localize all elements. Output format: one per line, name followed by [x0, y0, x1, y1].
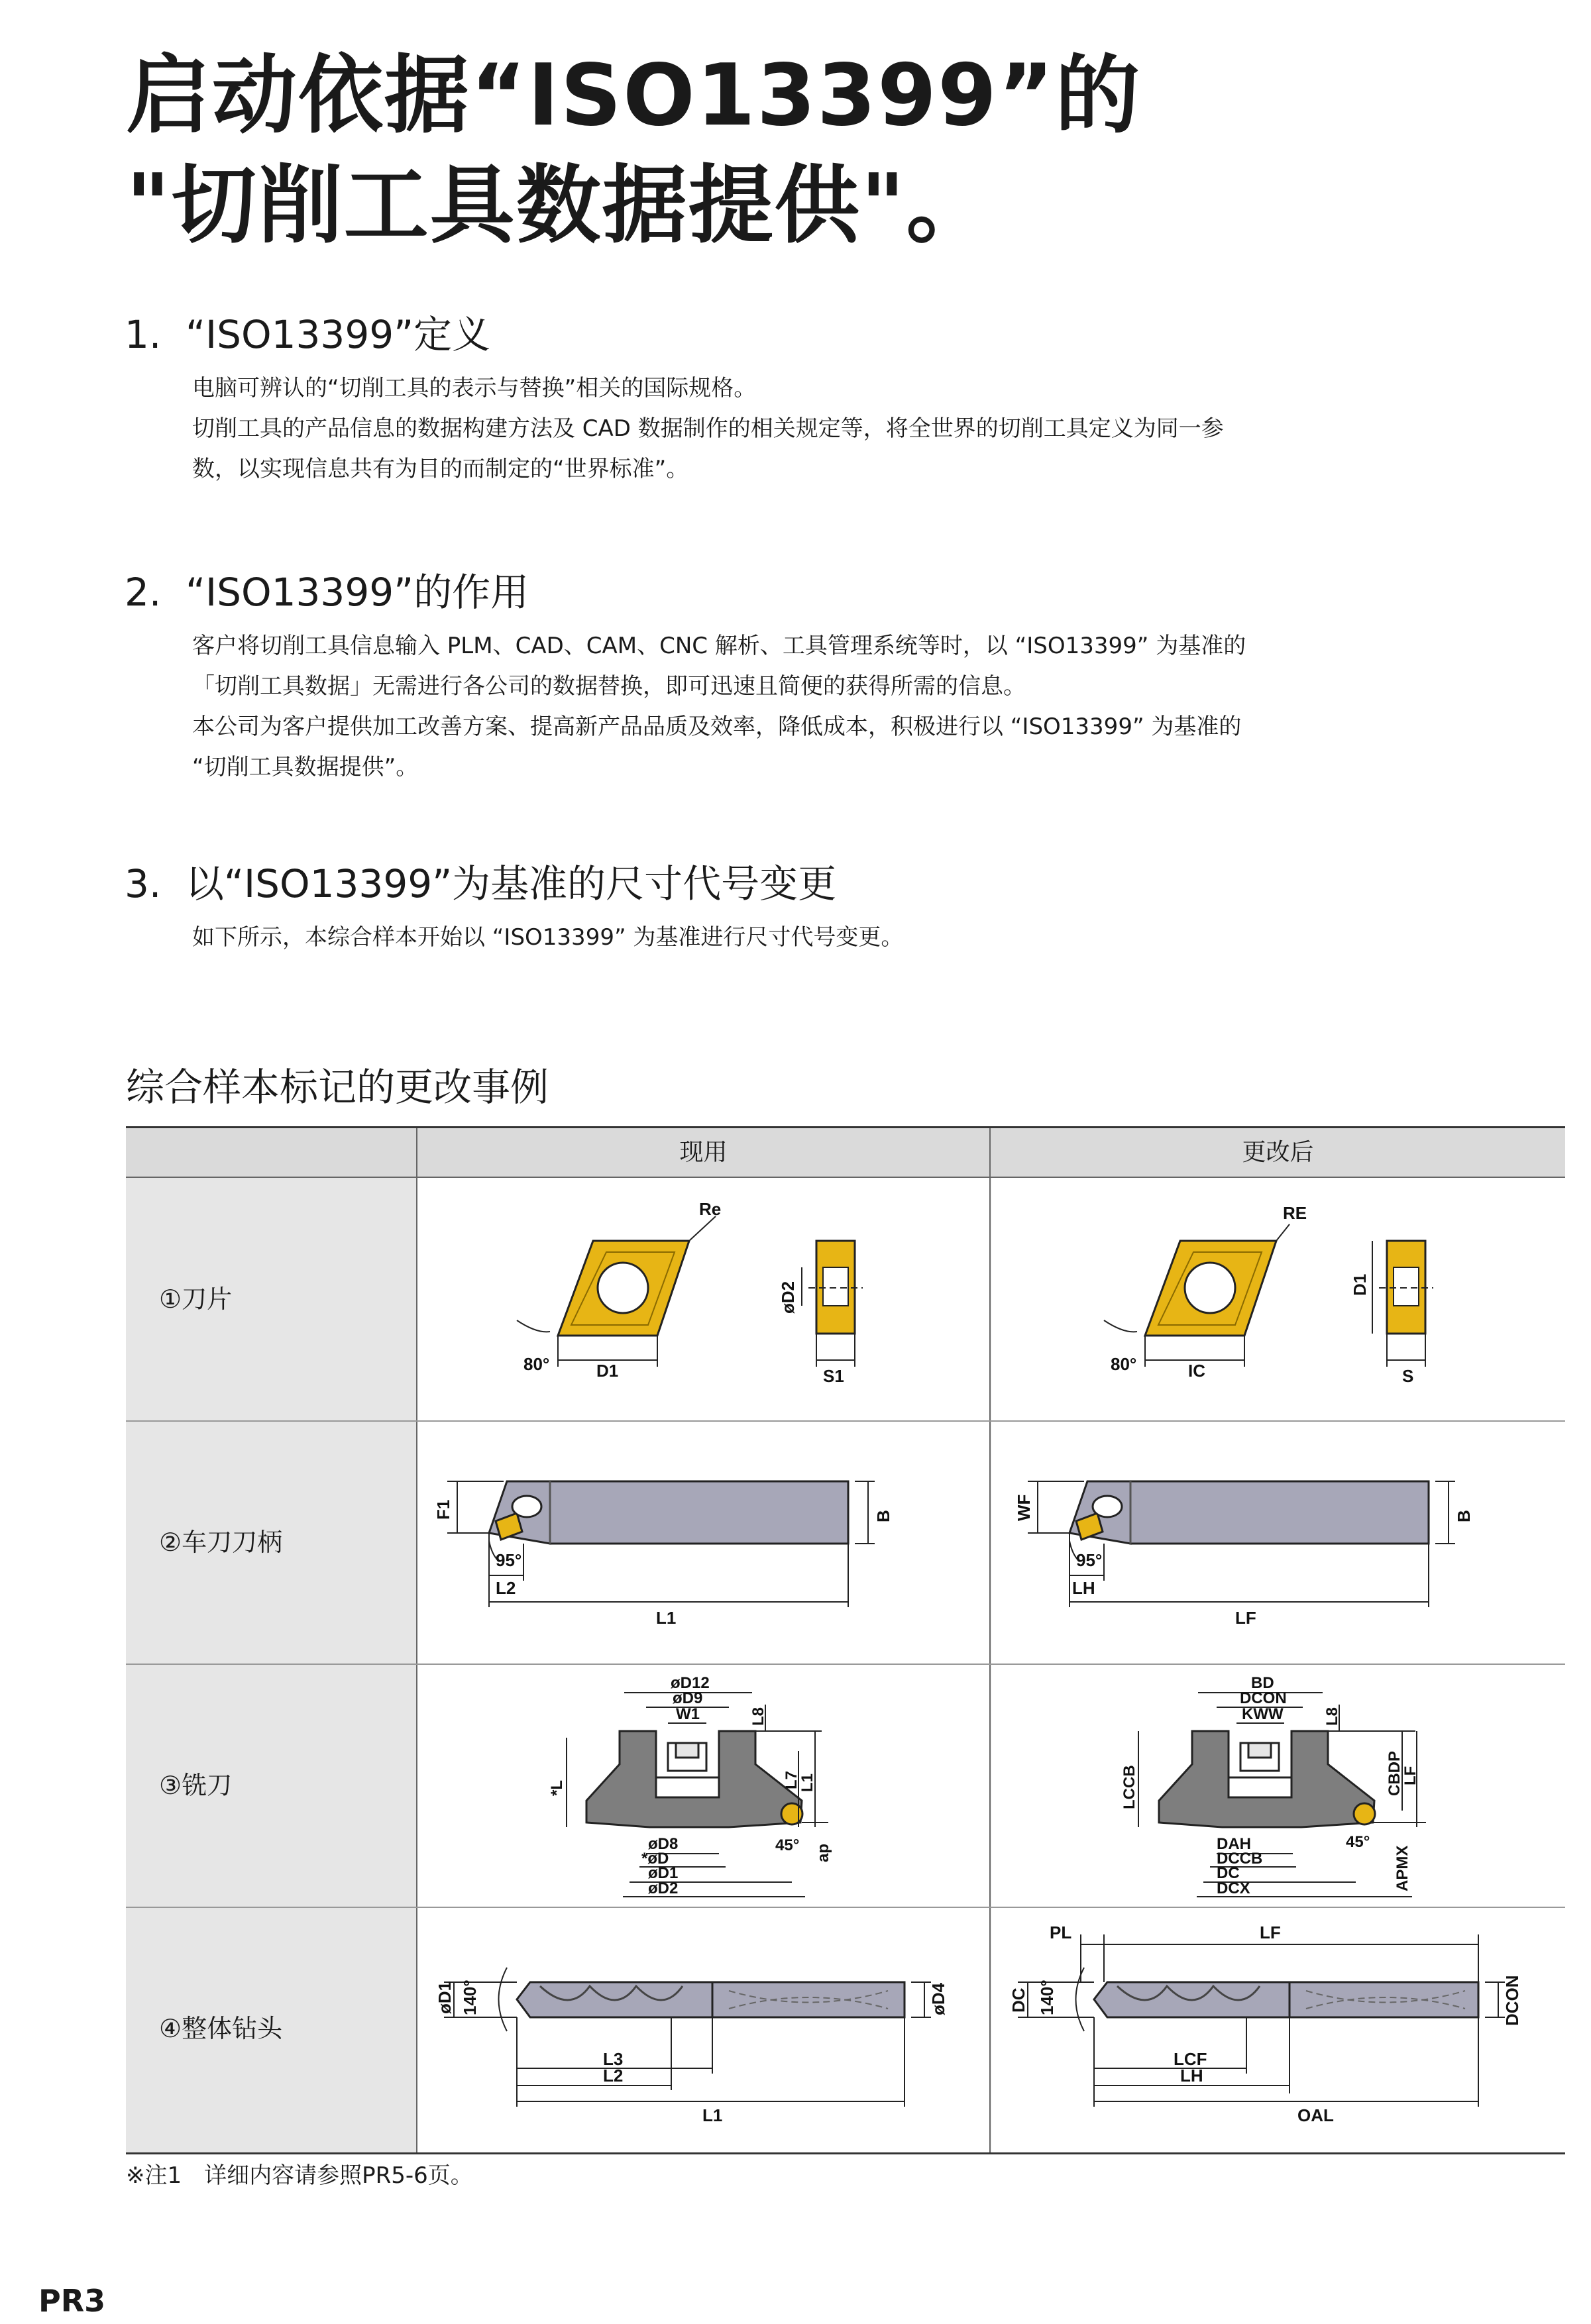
row-label-turning-holder: ②车刀刀柄 — [159, 1528, 283, 1557]
section-body — [192, 368, 1224, 490]
label-angle: 80° — [1111, 1354, 1137, 1374]
label-re: Re — [699, 1199, 722, 1219]
body-line: 本公司为客户提供加工改善方案、提高新产品品质及效率，降低成本，积极进行以 “ISO13399” 为基准的 — [192, 713, 1242, 740]
row-label-insert: ①刀片 — [159, 1285, 233, 1314]
section-definition — [125, 310, 1224, 490]
label-f1: F1 — [433, 1499, 453, 1520]
section-role — [125, 568, 1246, 788]
page-title — [126, 41, 1141, 261]
section-heading — [125, 568, 1246, 617]
body-line: 客户将切削工具信息输入 PLM、CAD、CAM、CNC 解析、工具管理系统等时，以 “ISO13399” 为基准的 — [192, 633, 1246, 659]
body-line: “切削工具数据提供”。 — [192, 754, 419, 780]
label-angle: 45° — [1346, 1833, 1370, 1851]
label-d12: øD12 — [671, 1674, 710, 1692]
label-dccb: DCCB — [1217, 1850, 1263, 1868]
label-w1: W1 — [676, 1705, 700, 1723]
label-b: B — [1454, 1510, 1474, 1522]
label-l1: L1 — [702, 2105, 723, 2125]
milling-drawing-changed — [991, 1665, 1565, 1907]
label-lh: LH — [1180, 2066, 1203, 2086]
label-dcx: DCX — [1217, 1879, 1250, 1897]
section-code-change — [125, 859, 903, 958]
label-l1: L1 — [656, 1608, 677, 1628]
label-re: RE — [1283, 1203, 1307, 1223]
holder-drawing-current — [417, 1422, 989, 1664]
label-s: S — [1402, 1366, 1414, 1386]
section-heading — [125, 859, 903, 908]
row-label-solid-drill: ④整体钻头 — [159, 2014, 283, 2043]
label-d4: øD4 — [928, 1982, 948, 2015]
drill-drawing-current — [417, 1908, 989, 2152]
row-label-milling-cutter: ③铣刀 — [159, 1771, 233, 1800]
insert-drawing-changed — [991, 1178, 1565, 1420]
section-body — [192, 626, 1246, 788]
label-d2: øD2 — [778, 1281, 798, 1314]
holder-drawing-changed — [991, 1422, 1565, 1664]
label-angle: 140° — [460, 1980, 480, 2015]
label-d1: øD1 — [435, 1981, 455, 2014]
header-blank — [126, 1128, 416, 1178]
milling-drawing-current — [417, 1665, 989, 1907]
label-l1: L1 — [798, 1773, 816, 1792]
label-d8: øD8 — [648, 1835, 679, 1853]
label-angle: 140° — [1037, 1980, 1057, 2015]
section-title: “ISO13399”的作用 — [186, 570, 529, 615]
label-d1: D1 — [1350, 1273, 1370, 1296]
label-l2: L2 — [496, 1578, 516, 1598]
label-angle: 80° — [523, 1354, 550, 1374]
label-apmx: APMX — [1394, 1845, 1411, 1891]
label-l2: L2 — [603, 2066, 624, 2086]
section-heading — [125, 310, 1224, 359]
body-line: 数，以实现信息共有为目的而制定的“世界标准”。 — [192, 456, 689, 482]
label-lf: LF — [1235, 1608, 1256, 1628]
title-line-1: 启动依据“ISO13399”的 — [126, 46, 1142, 145]
label-dc: DC — [1217, 1864, 1240, 1882]
column-header-current: 现用 — [417, 1128, 989, 1178]
label-bd: BD — [1251, 1674, 1274, 1692]
section-title: “ISO13399”定义 — [186, 312, 491, 357]
label-ap: ap — [814, 1843, 832, 1862]
label-angle: 45° — [775, 1836, 800, 1854]
label-l-star: *L — [548, 1780, 566, 1796]
label-lh: LH — [1072, 1578, 1095, 1598]
label-dc: DC — [1009, 1987, 1028, 2013]
section-number: 2. — [125, 570, 162, 615]
body-line: 「切削工具数据」无需进行各公司的数据替换，即可迅速且简便的获得所需的信息。 — [192, 673, 1026, 700]
label-dcon: DCON — [1240, 1689, 1287, 1707]
label-l8: L8 — [1323, 1707, 1341, 1726]
label-s1: S1 — [823, 1366, 844, 1386]
title-line-2: "切削工具数据提供"。 — [126, 156, 993, 255]
label-l8: L8 — [749, 1707, 767, 1726]
label-dcon: DCON — [1502, 1975, 1522, 2026]
column-divider — [989, 1128, 991, 2152]
section-number: 1. — [125, 312, 162, 357]
label-d1: D1 — [596, 1361, 619, 1381]
label-l7: L7 — [783, 1770, 800, 1789]
label-cbdp: CBDP — [1386, 1750, 1403, 1796]
label-angle: 95° — [496, 1550, 522, 1570]
column-header-changed: 更改后 — [991, 1128, 1565, 1178]
label-wf: WF — [1014, 1494, 1034, 1521]
label-lf: LF — [1260, 1923, 1281, 1942]
label-l3: L3 — [603, 2049, 624, 2069]
label-lf: LF — [1401, 1766, 1419, 1785]
section-title: 以“ISO13399”为基准的尺寸代号变更 — [186, 861, 837, 906]
label-ic: IC — [1188, 1361, 1205, 1381]
footnote: ※注1 详细内容请参照PR5-6页。 — [126, 2162, 473, 2189]
label-lccb: LCCB — [1121, 1765, 1138, 1809]
comparison-table — [126, 1126, 1565, 2154]
label-oal: OAL — [1297, 2105, 1334, 2125]
body-line: 电脑可辨认的“切削工具的表示与替换”相关的国际规格。 — [192, 375, 757, 401]
page-number: PR3 — [38, 2283, 106, 2319]
section-body — [192, 918, 903, 958]
label-pl: PL — [1050, 1923, 1072, 1942]
section-number: 3. — [125, 861, 162, 906]
body-line: 如下所示，本综合样本开始以 “ISO13399” 为基准进行尺寸代号变更。 — [192, 924, 904, 951]
table-caption: 综合样本标记的更改事例 — [126, 1065, 549, 1110]
label-b: B — [873, 1510, 893, 1522]
label-d9: øD9 — [673, 1689, 703, 1707]
label-d2: øD2 — [648, 1879, 679, 1897]
label-d-star: *øD — [641, 1850, 669, 1868]
label-d1: øD1 — [648, 1864, 679, 1882]
label-dah: DAH — [1217, 1835, 1251, 1853]
insert-drawing-current — [417, 1178, 989, 1420]
drill-drawing-changed — [991, 1908, 1565, 2152]
label-lcf: LCF — [1174, 2049, 1207, 2069]
label-angle: 95° — [1076, 1550, 1103, 1570]
label-kww: KWW — [1242, 1705, 1284, 1723]
body-line: 切削工具的产品信息的数据构建方法及 CAD 数据制作的相关规定等，将全世界的切削工具定义为同一参 — [192, 415, 1224, 442]
